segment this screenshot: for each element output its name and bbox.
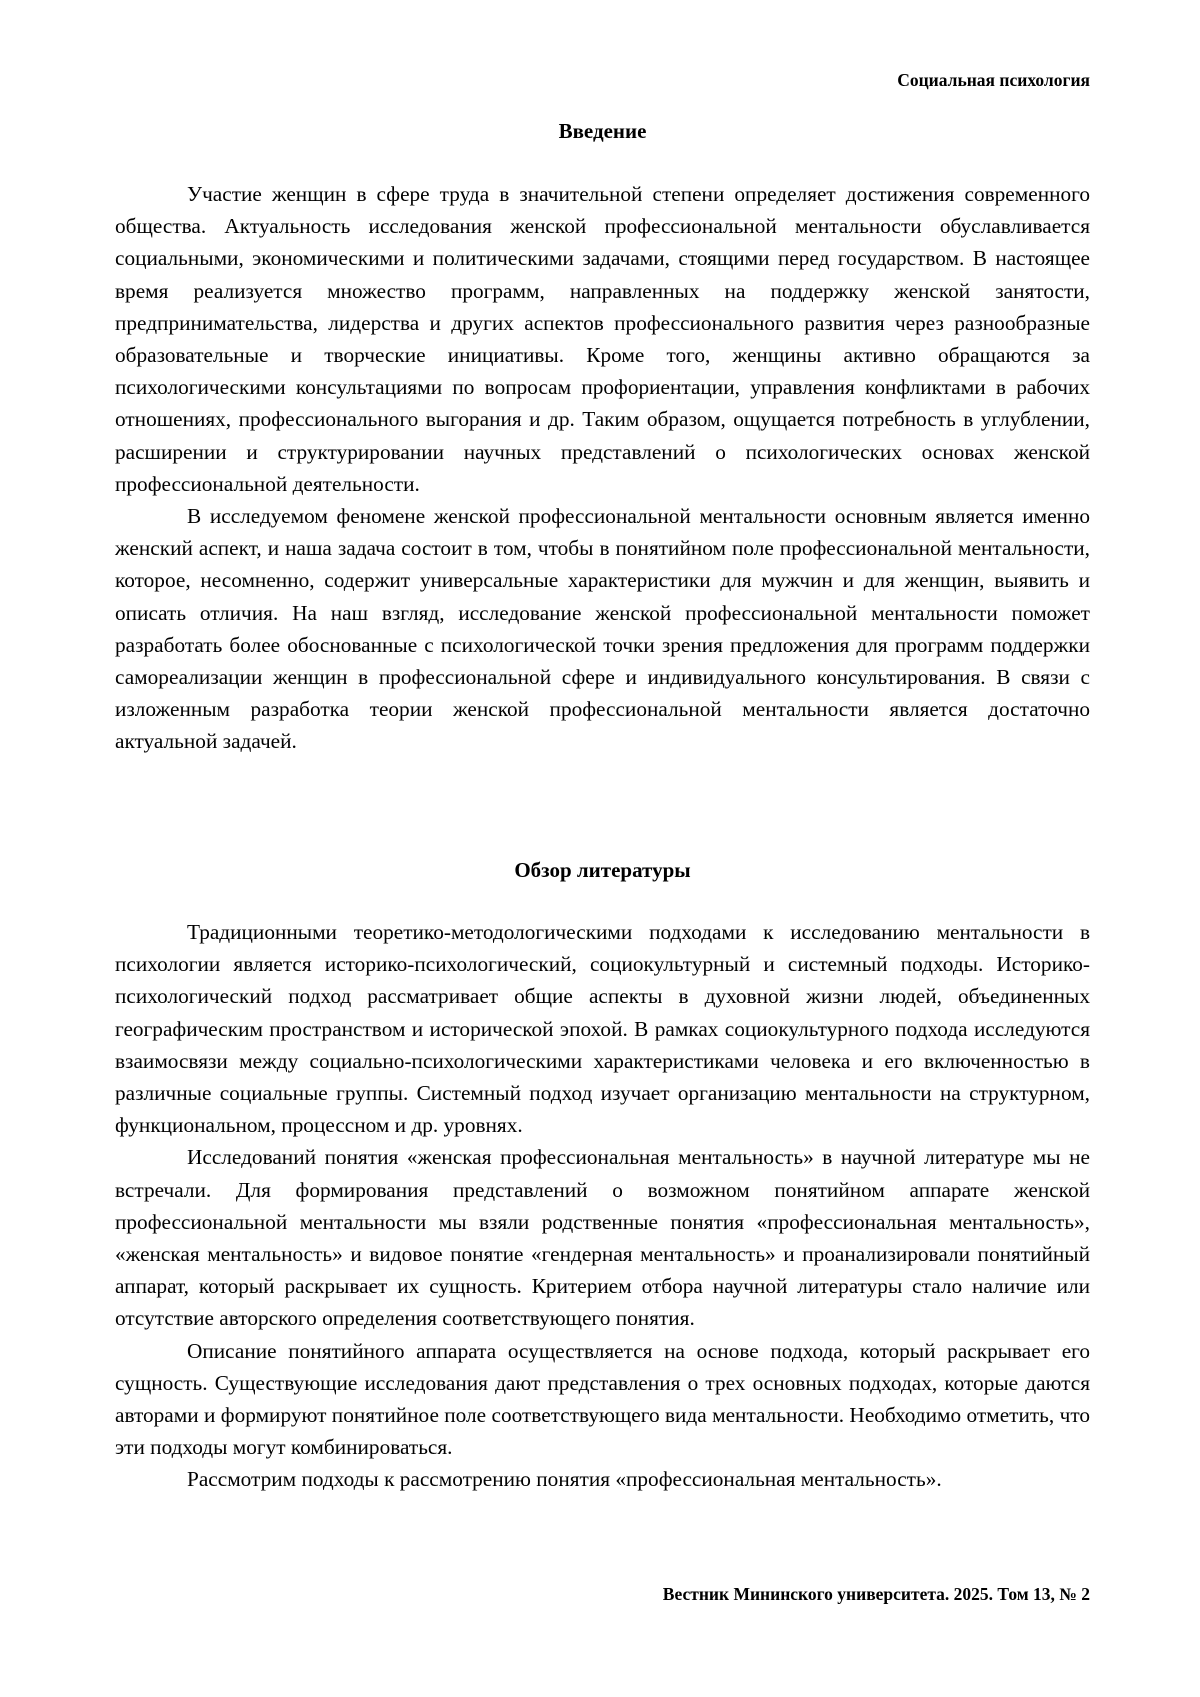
journal-citation-footer: Вестник Мининского университета. 2025. Том 13, № 2 (662, 1584, 1090, 1604)
section-heading-literature-review: Обзор литературы (514, 858, 691, 882)
paragraph: Рассмотрим подходы к рассмотрению понятия «профессиональная ментальность». (187, 1467, 942, 1492)
literature-review-section (115, 916, 1090, 1496)
paragraph: Традиционными теоретико-методологическими подходами к исследованию ментальности в психологии является историко-психологический, социокультурный и системный подходы. Историко-психологический подход рассматривает общие аспекты в духовной жизни людей, объединенных географическим пространством и исторической эпохой. В рамках социокультурного подхода исследуются взаимосвязи между социально-психологическими характеристиками человека и его включенностью в различные социальные группы. Системный подход изучает организацию ментальности на структурном, функциональном, процессном и др. уровнях. (115, 920, 1090, 1138)
paragraph: В исследуемом феномене женской профессиональной ментальности основным является именно женский аспект, и наша задача состоит в том, чтобы в понятийном поле профессиональной ментальности, которое, несомненно, содержит универсальные характеристики для мужчин и для женщин, выявить и описать отличия. На наш взгляд, исследование женской профессиональной ментальности поможет разработать более обоснованные с психологической точки зрения предложения для программ поддержки самореализации женщин в профессиональной сфере и индивидуального консультирования. В связи с изложенным разработка теории женской профессиональной ментальности является достаточно актуальной задачей. (115, 504, 1090, 754)
section-heading-introduction: Введение (558, 119, 647, 143)
paragraph: Исследований понятия «женская профессиональная ментальность» в научной литературе мы не встречали. Для формирования представлений о возможном понятийном аппарате женской профессиональной ментальности мы взяли родственные понятия «профессиональная ментальность», «женская ментальность» и видовое понятие «гендерная ментальность» и проанализировали понятийный аппарат, который раскрывает их сущность. Критерием отбора научной литературы стало наличие или отсутствие авторского определения соответствующего понятия. (115, 1145, 1090, 1331)
journal-page (115, 0, 1090, 1697)
running-head: Социальная психология (897, 70, 1090, 90)
paragraph: Описание понятийного аппарата осуществляется на основе подхода, который раскрывает его сущность. Существующие исследования дают представления о трех основных подходах, которые даются авторами и формируют понятийное поле соответствующего вида ментальности. Необходимо отметить, что эти подходы могут комбинироваться. (115, 1338, 1090, 1460)
paragraph: Участие женщин в сфере труда в значительной степени определяет достижения современного общества. Актуальность исследования женской профессиональной ментальности обуславливается социальными, экономическими и политическими задачами, стоящими перед государством. В настоящее время реализуется множество программ, направленных на поддержку женской занятости, предпринимательства, лидерства и других аспектов профессионального развития через разнообразные образовательные и творческие инициативы. Кроме того, женщины активно обращаются за психологическими консультациями по вопросам профориентации, управления конфликтами в рабочих отношениях, профессионального выгорания и др. Таким образом, ощущается потребность в углублении, расширении и структурировании научных представлений о психологических основах женской профессиональной деятельности. (115, 182, 1090, 496)
introduction-section (115, 178, 1090, 758)
